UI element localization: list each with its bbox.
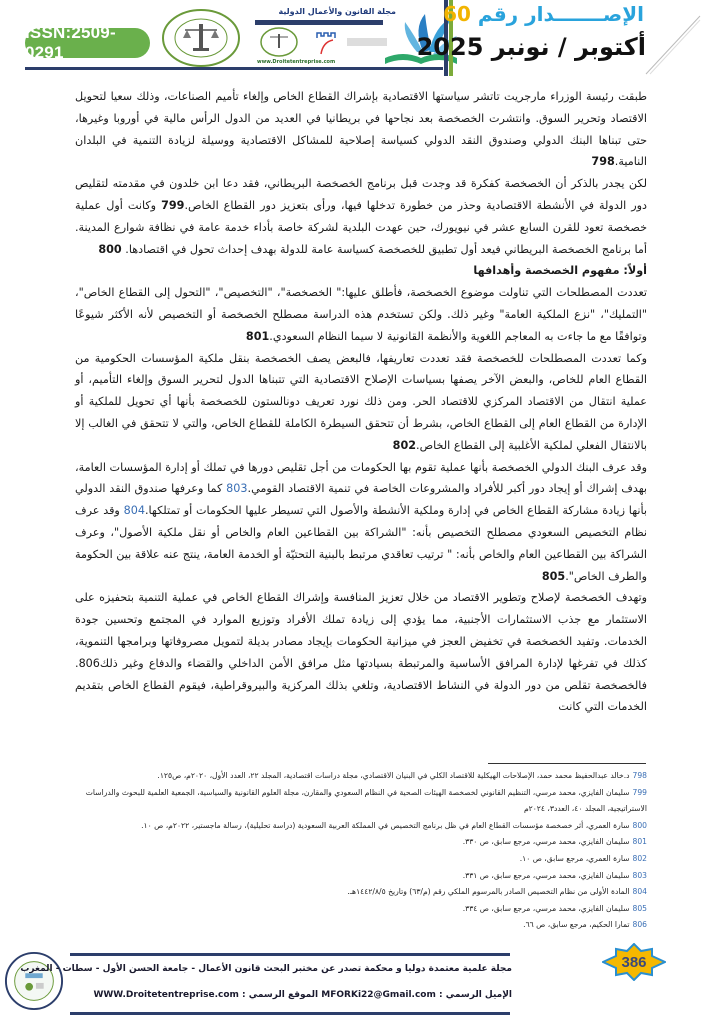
footnote-number[interactable]: 798: [632, 771, 647, 780]
footer-rule-bottom: [70, 1012, 510, 1015]
article-body: [75, 86, 647, 718]
footer-rule-top: [70, 953, 510, 956]
paragraph: لكن يجدر بالذكر أن الخصخصة كفكرة قد وجدت قبل برنامج الخصخصة البريطاني، فقد دعا ابن خلدون في مقدمته لتقليص دور الدولة في الأنشطة الاقتصادية وحذر من خطورة تدخلها فيها، ورأى بتعزيز دور القطاع الخاص.799 وكانت أول عملية خصخصة تعود للقرن السابع عشر في نيويورك، حين عهدت البلدية لشركة خاصة بأداء خدمة عامة في نظافة شوارع المدينة. أما برنامج الخصخصة البريطاني فيعد أول تطبيق للخصخصة كسياسة عامة للدولة بهدف إحداث تحول في اقتصادها. 800: [75, 177, 648, 256]
issue-number: 60: [443, 2, 471, 26]
footnote-number[interactable]: 801: [632, 837, 647, 847]
footer-description: مجلة علمية معتمدة دوليا و محكمة تصدر عن مختبر البحث قانون الأعمال - جامعة الحسن الأول - سطات - المغرب: [20, 964, 512, 974]
journal-name: مجلة القانون والأعمال الدولية: [278, 7, 396, 16]
footnote-ref[interactable]: 803: [226, 482, 248, 496]
footnote-number[interactable]: 804: [632, 887, 647, 897]
footnote-ref[interactable]: 799: [161, 198, 185, 212]
footnote: 803سليمان الفايزي، محمد مرسي، مرجع سابق، ص ٣٣١.: [462, 870, 647, 880]
footnote-number[interactable]: 806: [632, 920, 647, 930]
footnote-ref[interactable]: 801: [245, 329, 270, 343]
footer-seal-logo: [4, 950, 64, 1012]
section-heading: أولاً: مفهوم الخصخصة وأهدافها: [473, 264, 647, 278]
page-header: [0, 0, 724, 80]
issue-label: [443, 2, 644, 26]
issn-badge: ISSN:2509-0291: [25, 28, 150, 58]
footnote-ref[interactable]: 805: [541, 569, 566, 583]
footnote-ref[interactable]: 804: [123, 504, 145, 518]
footnote: 805سليمان الفايزي، محمد مرسي، مرجع سابق، ص ٣٣٤.: [462, 903, 647, 913]
footnote-number[interactable]: 803: [632, 870, 647, 880]
footnote-number[interactable]: 799: [632, 787, 647, 797]
footnote-number[interactable]: 802: [632, 853, 647, 863]
paragraph: وكما تعددت المصطلحات للخصخصة فقد تعددت تعاريفها، فالبعض يصف الخصخصة بنقل ملكية المؤسسات الحكومية من القطاع العام للخاص، والبعض الآخر يصفها بسياسات الإصلاح الاقتصادية التي تتبناها الدول لتحرير السوق وإلغاء التأميم، أو عملية انتقال من الاقتصاد المركزي للاقتصاد الحر. ومن ذلك نورد تعريف دونالستون للخصخصة بأنها أي تحويل للملكية أو الإدارة من القطاع العام إلى القطاع الخاص، بشرط أن تتحقق السيطرة الكاملة للقطاع الخاص، والتي لا تتحقق في الغالب إلا بالانتقال الفعلي لملكية الأغلبية إلى القطاع الخاص.802: [75, 351, 647, 452]
banner-subtitle-strip: [255, 20, 383, 25]
diagonal-deco: [642, 12, 702, 76]
footnote-ref[interactable]: 800: [98, 242, 122, 256]
site-link[interactable]: WWW.Droitetentreprise.com: [93, 990, 239, 1000]
university-name-strip: [347, 38, 387, 46]
issue-date: أكتوبر / نونبر 2025: [416, 33, 646, 61]
paragraph: وتهدف الخصخصة لإصلاح وتطوير الاقتصاد من خلال تعزيز المنافسة وإشراك القطاع الخاص في عملية التنمية بتحفيزه على الاستثمار مع جذب الاستثمارات الأجنبية، مما يؤدي إلى زيادة تملك الأفراد وتوزيع الموارد في المجتمع وتحسين جودة الخدمات. وتفيد الخصخصة في تخفيض العجز في ميزانية الحكومات بإيجاد مصادر بديلة لتمويل مصروفاتها وبرامجها التنموية، كذلك في تفرغها لإدارة المرافق الأساسية والمرتبطة بسيادتها مثل مرافق الأمن الداخلي والقضاء والدفاع وغير ذلك806. فالخصخصة تقلص من دور الدولة في النشاط الاقتصادية، وتلغي بذلك المركزية والبيروقراطية، فيقوم القطاع الخاص بتقديم الخدمات التي كانت: [75, 591, 647, 714]
footnote: 800سارة العمري، أثر خصخصة مؤسسات القطاع العام في ظل برنامج التخصيص في المملكة العربية السعودية (دراسة تحليلية)، رسالة ماجستير، ٢٠٢٢م، ص ١٠.: [141, 820, 647, 830]
footnote-number[interactable]: 800: [632, 820, 647, 830]
footnote-number[interactable]: 805: [632, 903, 647, 913]
lab-seal-logo: [160, 8, 242, 68]
university-logo-icon: [315, 30, 341, 56]
footnote: 798د.خالد عبدالحفيظ محمد حمد، الإصلاحات الهيكلية للاقتصاد الكلي في البنيان الاقتصادي، مجلة دراسات اقتصادية، المجلد ٢٢، العدد الأول، ٢٠٢٠م، ص١٢٥.: [157, 771, 647, 780]
footer-text: [20, 960, 512, 1008]
footnote: 806تمارا الحكيم، مرجع سابق، ص ٦٦.: [523, 920, 647, 930]
paragraph: طبقت رئيسة الوزراء مارجريت تاتشر سياستها الاقتصادية بإشراك القطاع الخاص وإلغاء تأميم الصناعات، وذلك سعيا لتحويل الاقتصاد وتحرير السوق. وانتشرت الخصخصة بعد نجاحها في بريطانيا في العديد من الدول الرأس مالية في أوروبا وغيرها، حتى تبناها البنك الدولي وصندوق النقد الدولي كسياسة إصلاحية للمشاكل الاقتصادية ووسيلة لزيادة التنمية في البلدان النامية.798: [75, 90, 647, 169]
page-number: 386: [621, 953, 647, 971]
paragraph: تعددت المصطلحات التي تناولت موضوع الخصخصة، فأطلق عليها:" الخصخصة"، "التخصيص"، "التحول إلى القطاع الخاص"، "التمليك"، "نزع الملكية العامة" وغير ذلك. ولكن تستخدم هذه الدراسة مصطلح الخصخصة أو التخصيص لأنه الأكثر شيوعًا وتوافقًا مع ما جاءت به المعاجم اللغوية والأنظمة القانونية لا سيما النظام السعودي.801: [75, 286, 647, 343]
header-underline: [25, 67, 443, 70]
lab-seal-small-icon: [259, 26, 299, 58]
footnote: 802سارة العمري، مرجع سابق، ص ١٠.: [519, 853, 647, 863]
footnote-separator: [488, 763, 646, 764]
site-label: الموقع الرسمي :: [242, 990, 319, 1000]
footnotes: [75, 768, 647, 934]
journal-url: www.Droitetentreprise.com: [257, 59, 336, 65]
footnote-ref[interactable]: 798: [591, 155, 615, 169]
footnote-ref[interactable]: 806: [78, 656, 100, 670]
email-label: الإميل الرسمي :: [439, 990, 512, 1000]
paragraph: وقد عرف البنك الدولي الخصخصة بأنها عملية تقوم بها الحكومات من أجل تقليص دورها في تملك أو إدارة المؤسسات العامة، بهدف إشراك أو إيجاد دور أكبر للأفراد والمشروعات الخاصة في تنمية الاقتصاد القومي.803 كما وعرفها صندوق النقد الدولي بأنها زيادة مشاركة القطاع الخاص في إدارة وملكية الأنشطة والأصول التي تسيطر عليها الحكومات أو تمتلكها.804 وقد عرف نظام التخصيص السعودي مصطلح التخصيص بأنه: "الشراكة بين القطاعين العام والخاص أو نقل ملكية الأصول"، وعرف الشراكة بين القطاعين العام والخاص بأنه: " ترتيب تعاقدي مرتبط بالبنية التحتيّة أو الخدمة العامة، ينتج عنه علاقة بين الحكومة والطرف الخاص".805: [75, 460, 647, 583]
footnote: 799سليمان الفايزي، محمد مرسي، التنظيم القانوني لخصخصة الهيئات الصحية في النظام السعودي والمقارن، مجلة العلوم القانونية والسياسية، الجمعية العلمية للبحوث والدراسات الاستراتيجية، المجلد ٤٠، العدد٣، ٢٠٢٤م: [85, 787, 647, 814]
footnote-ref[interactable]: 802: [392, 438, 417, 452]
footnote: 804المادة الأولى من نظام التخصيص الصادر بالمرسوم الملكي رقم (م/٦٣) وتاريخ ١٤٤٢/٨/٥هـ.: [347, 887, 647, 897]
footer-contact: [72, 990, 512, 1000]
issue-label-text: الإصـــــــدار رقم: [477, 2, 644, 26]
email-link[interactable]: MFORKi22@Gmail.com: [321, 990, 436, 1000]
footnote: 801سليمان الفايزي، محمد مرسي، مرجع سابق، ص ٣٣٠.: [462, 837, 647, 847]
